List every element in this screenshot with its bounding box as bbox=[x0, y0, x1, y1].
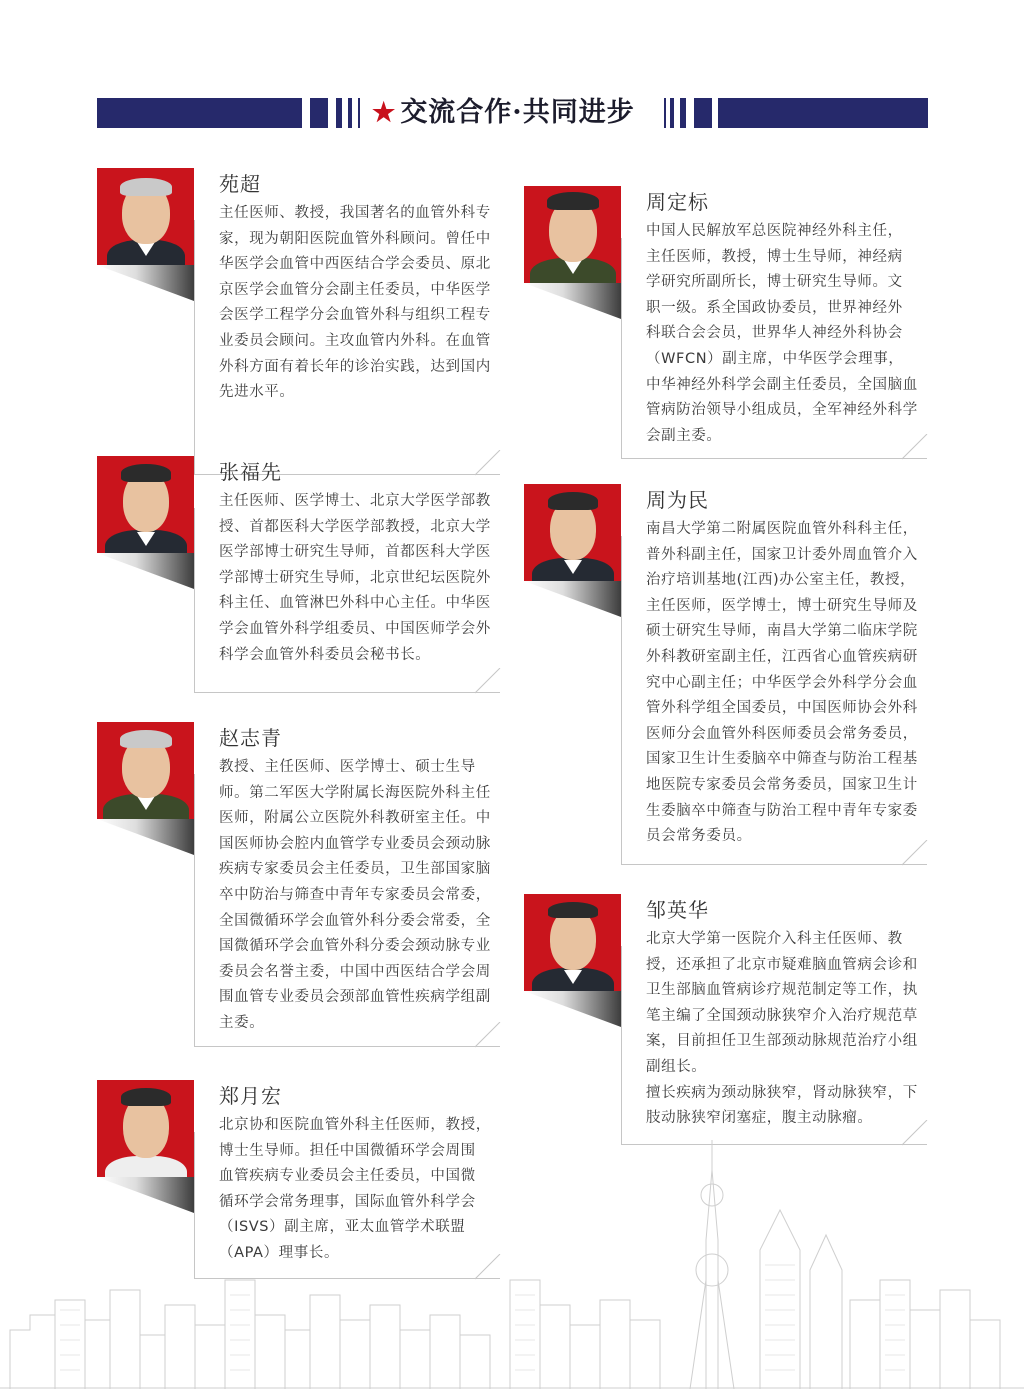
banner-stripe bbox=[694, 98, 712, 128]
portrait-photo bbox=[97, 456, 194, 553]
profile-name: 张福先 bbox=[219, 460, 282, 484]
profile-name: 苑超 bbox=[219, 172, 261, 196]
header-banner bbox=[0, 96, 1024, 130]
portrait-photo bbox=[524, 894, 621, 991]
portrait-photo bbox=[97, 168, 194, 265]
profile-name: 周定标 bbox=[646, 190, 709, 214]
profile-name: 周为民 bbox=[646, 488, 709, 512]
profile-bio: 中国人民解放军总医院神经外科主任， 主任医师，教授，博士生导师，神经病 学研究所副所长，博士研究生导师。文 职一级。系全国政协委员，世界神经外 科联合会会员，世界华人神经外科协会 （WFCN）副主席，中华医学会理事， 中华神经外科学会副主任委员，全国脑血 管病防治领导小组成员，全军神经外科学 会副主委。 bbox=[646, 223, 918, 444]
photo-shadow bbox=[97, 265, 194, 301]
photo-shadow bbox=[524, 283, 621, 319]
banner-stripe bbox=[336, 98, 342, 128]
banner-stripe bbox=[348, 98, 352, 128]
banner-stripe bbox=[680, 98, 686, 128]
profile-bio: 北京大学第一医院介入科主任医师、教 授，还承担了北京市疑难脑血管病会诊和 卫生部脑血管病诊疗规范制定等工作，执 笔主编了全国颈动脉狭窄介入治疗规范草 案，目前担任卫生部颈动脉规范治疗小组 副组长。 擅长疾病为颈动脉狭窄，肾动脉狭窄，下 肢动脉狭窄闭塞症，腹主动脉瘤。 bbox=[646, 931, 918, 1127]
profile-name: 赵志青 bbox=[219, 726, 282, 750]
banner-stripe bbox=[310, 98, 328, 128]
photo-shadow bbox=[97, 553, 194, 589]
banner-stripe bbox=[670, 98, 674, 128]
profile-name: 郑月宏 bbox=[219, 1084, 282, 1108]
profile-bio: 主任医师、教授，我国著名的血管外科专 家，现为朝阳医院血管外科顾问。曾任中 华医学会血管中西医结合学会委员、原北 京医学会血管分会副主任委员，中华医学 会医学工程学分会血管外科与组织工程专 业委员会顾问。主攻血管内外科。在血管 外科方面有着长年的诊治实践，达到国内 先进水平。 bbox=[219, 205, 491, 401]
photo-shadow bbox=[524, 581, 621, 617]
portrait-photo bbox=[524, 484, 621, 581]
banner-bar-right bbox=[718, 98, 928, 128]
banner-stripe bbox=[358, 98, 360, 128]
portrait-photo bbox=[524, 186, 621, 283]
banner-stripe bbox=[664, 98, 666, 128]
banner-bar-left bbox=[97, 98, 302, 128]
portrait-photo bbox=[97, 722, 194, 819]
card-frame-corner bbox=[475, 668, 501, 694]
profile-bio: 教授、主任医师、医学博士、硕士生导 师。第二军医大学附属长海医院外科主任 医师，附属公立医院外科教研室主任。中 国医师协会腔内血管学专业委员会颈动脉 疾病专家委员会主任委员，卫生部国家脑 卒中防治与筛查中青年专家委员会常委， 全国微循环学会血管外科分委会常委，全 国微循环学会血管外科分委会颈动脉专业 委员会名誉主委，中国中西医结合学会周 围血管专业委员会颈部血管性疾病学组副 主委。 bbox=[219, 759, 491, 1031]
star-icon: ★ bbox=[372, 98, 397, 128]
page-title: ★ 交流合作·共同进步 bbox=[372, 97, 635, 128]
photo-shadow bbox=[97, 819, 194, 855]
card-frame-corner bbox=[475, 450, 501, 476]
profile-bio: 主任医师、医学博士、北京大学医学部教 授、首都医科大学医学部教授，北京大学 医学部博士研究生导师，首都医科大学医 学部博士研究生导师，北京世纪坛医院外 科主任、血管淋巴外科中心主任。中华医 学会血管外科学组委员、中国医师学会外 科学会血管外科委员会秘书长。 bbox=[219, 493, 491, 663]
profile-name: 邹英华 bbox=[646, 898, 709, 922]
profile-bio: 北京协和医院血管外科主任医师，教授， 博士生导师。担任中国微循环学会周围 血管疾病专业委员会主任委员，中国微 循环学会常务理事，国际血管外科学会 （ISVS）副主席，亚太血管学术联盟 （APA）理事长。 bbox=[219, 1117, 491, 1261]
city-skyline-illustration bbox=[0, 1130, 1024, 1389]
profile-bio: 南昌大学第二附属医院血管外科科主任， 普外科副主任，国家卫计委外周血管介入 治疗培训基地(江西)办公室主任，教授， 主任医师，医学博士，博士研究生导师及 硕士研究生导师，南昌大学第二临床学院 外科教研室副主任，江西省心血管疾病研 究中心副主任；中华医学会外科学分会血 管外科学组全国委员，中国医师协会外科 医师分会血管外科医师委员会常务委员， 国家卫生计生委脑卒中筛查与防治工程基 地医院专家委员会常务委员，国家卫生计 生委脑卒中筛查与防治工程中青年专家委 员会常务委员。 bbox=[646, 521, 918, 845]
photo-shadow bbox=[524, 991, 621, 1027]
